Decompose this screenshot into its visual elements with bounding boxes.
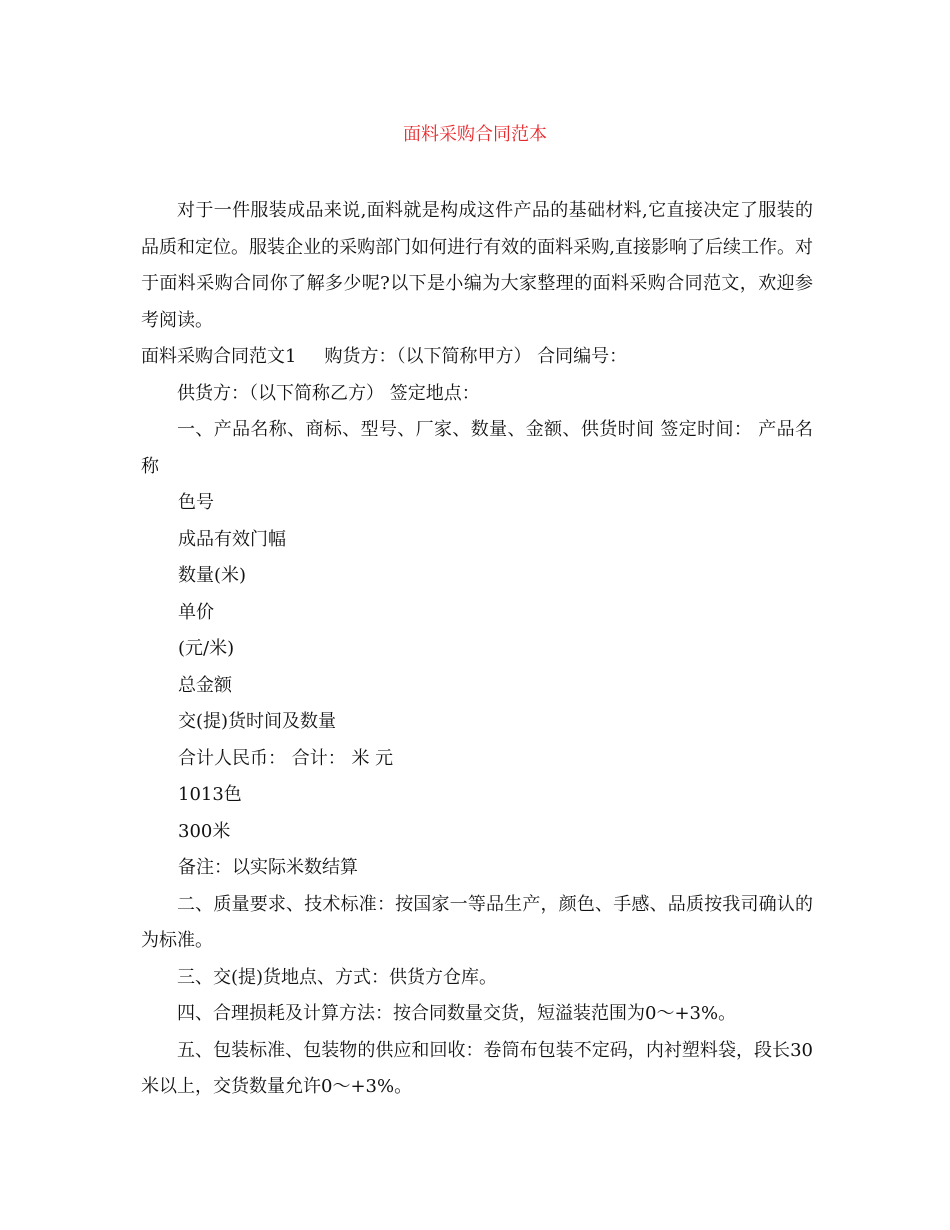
item-price-unit: (元/米) bbox=[178, 638, 235, 659]
sample-heading-line bbox=[141, 339, 813, 376]
section-3: 三、交(提)货地点、方式：供货方仓库。 bbox=[177, 966, 498, 988]
supplier-line: 供货方：（以下简称乙方） 签定地点： bbox=[177, 382, 480, 404]
item-delivery-time: 交(提)货时间及数量 bbox=[178, 711, 337, 732]
item-effective-width: 成品有效门幅 bbox=[178, 528, 286, 550]
document-title: 面料采购合同范本 bbox=[403, 124, 547, 145]
document-body bbox=[141, 193, 813, 1106]
section-4: 四、合理损耗及计算方法：按合同数量交货，短溢装范围为0～+3%。 bbox=[177, 1003, 737, 1024]
item-color-code: 1013色 bbox=[178, 784, 242, 805]
item-meters: 300米 bbox=[178, 820, 231, 842]
item-remark: 备注：以实际米数结算 bbox=[178, 857, 358, 878]
item-unit-price: 单价 bbox=[178, 601, 214, 623]
buyer-line: 购货方：（以下简称甲方） 合同编号： bbox=[324, 346, 628, 367]
sample-heading: 面料采购合同范文1 bbox=[141, 346, 297, 367]
section-5: 五、包装标准、包装物的供应和回收：卷筒布包装不定码，内衬塑料袋，段长30米以上，交货数量允许0～+3%。 bbox=[141, 1039, 813, 1097]
item-total-amount: 总金额 bbox=[178, 674, 232, 696]
item-total-rmb: 合计人民币： 合计： 米 元 bbox=[178, 747, 394, 769]
section-1: 一、产品名称、商标、型号、厂家、数量、金额、供货时间 签定时间： 产品名称 bbox=[141, 419, 813, 477]
intro-paragraph: 对于一件服装成品来说,面料就是构成这件产品的基础材料,它直接决定了服装的品质和定位。服装企业的采购部门如何进行有效的面料采购,直接影响了后续工作。对于面料采购合同你了解多少呢?以下是小编为大家整理的面料采购合同范文，欢迎参考阅读。 bbox=[141, 200, 813, 331]
section-2: 二、质量要求、技术标准：按国家一等品生产，颜色、手感、品质按我司确认的为标准。 bbox=[141, 893, 813, 951]
item-quantity: 数量(米) bbox=[178, 565, 247, 586]
item-color-number: 色号 bbox=[178, 492, 214, 513]
